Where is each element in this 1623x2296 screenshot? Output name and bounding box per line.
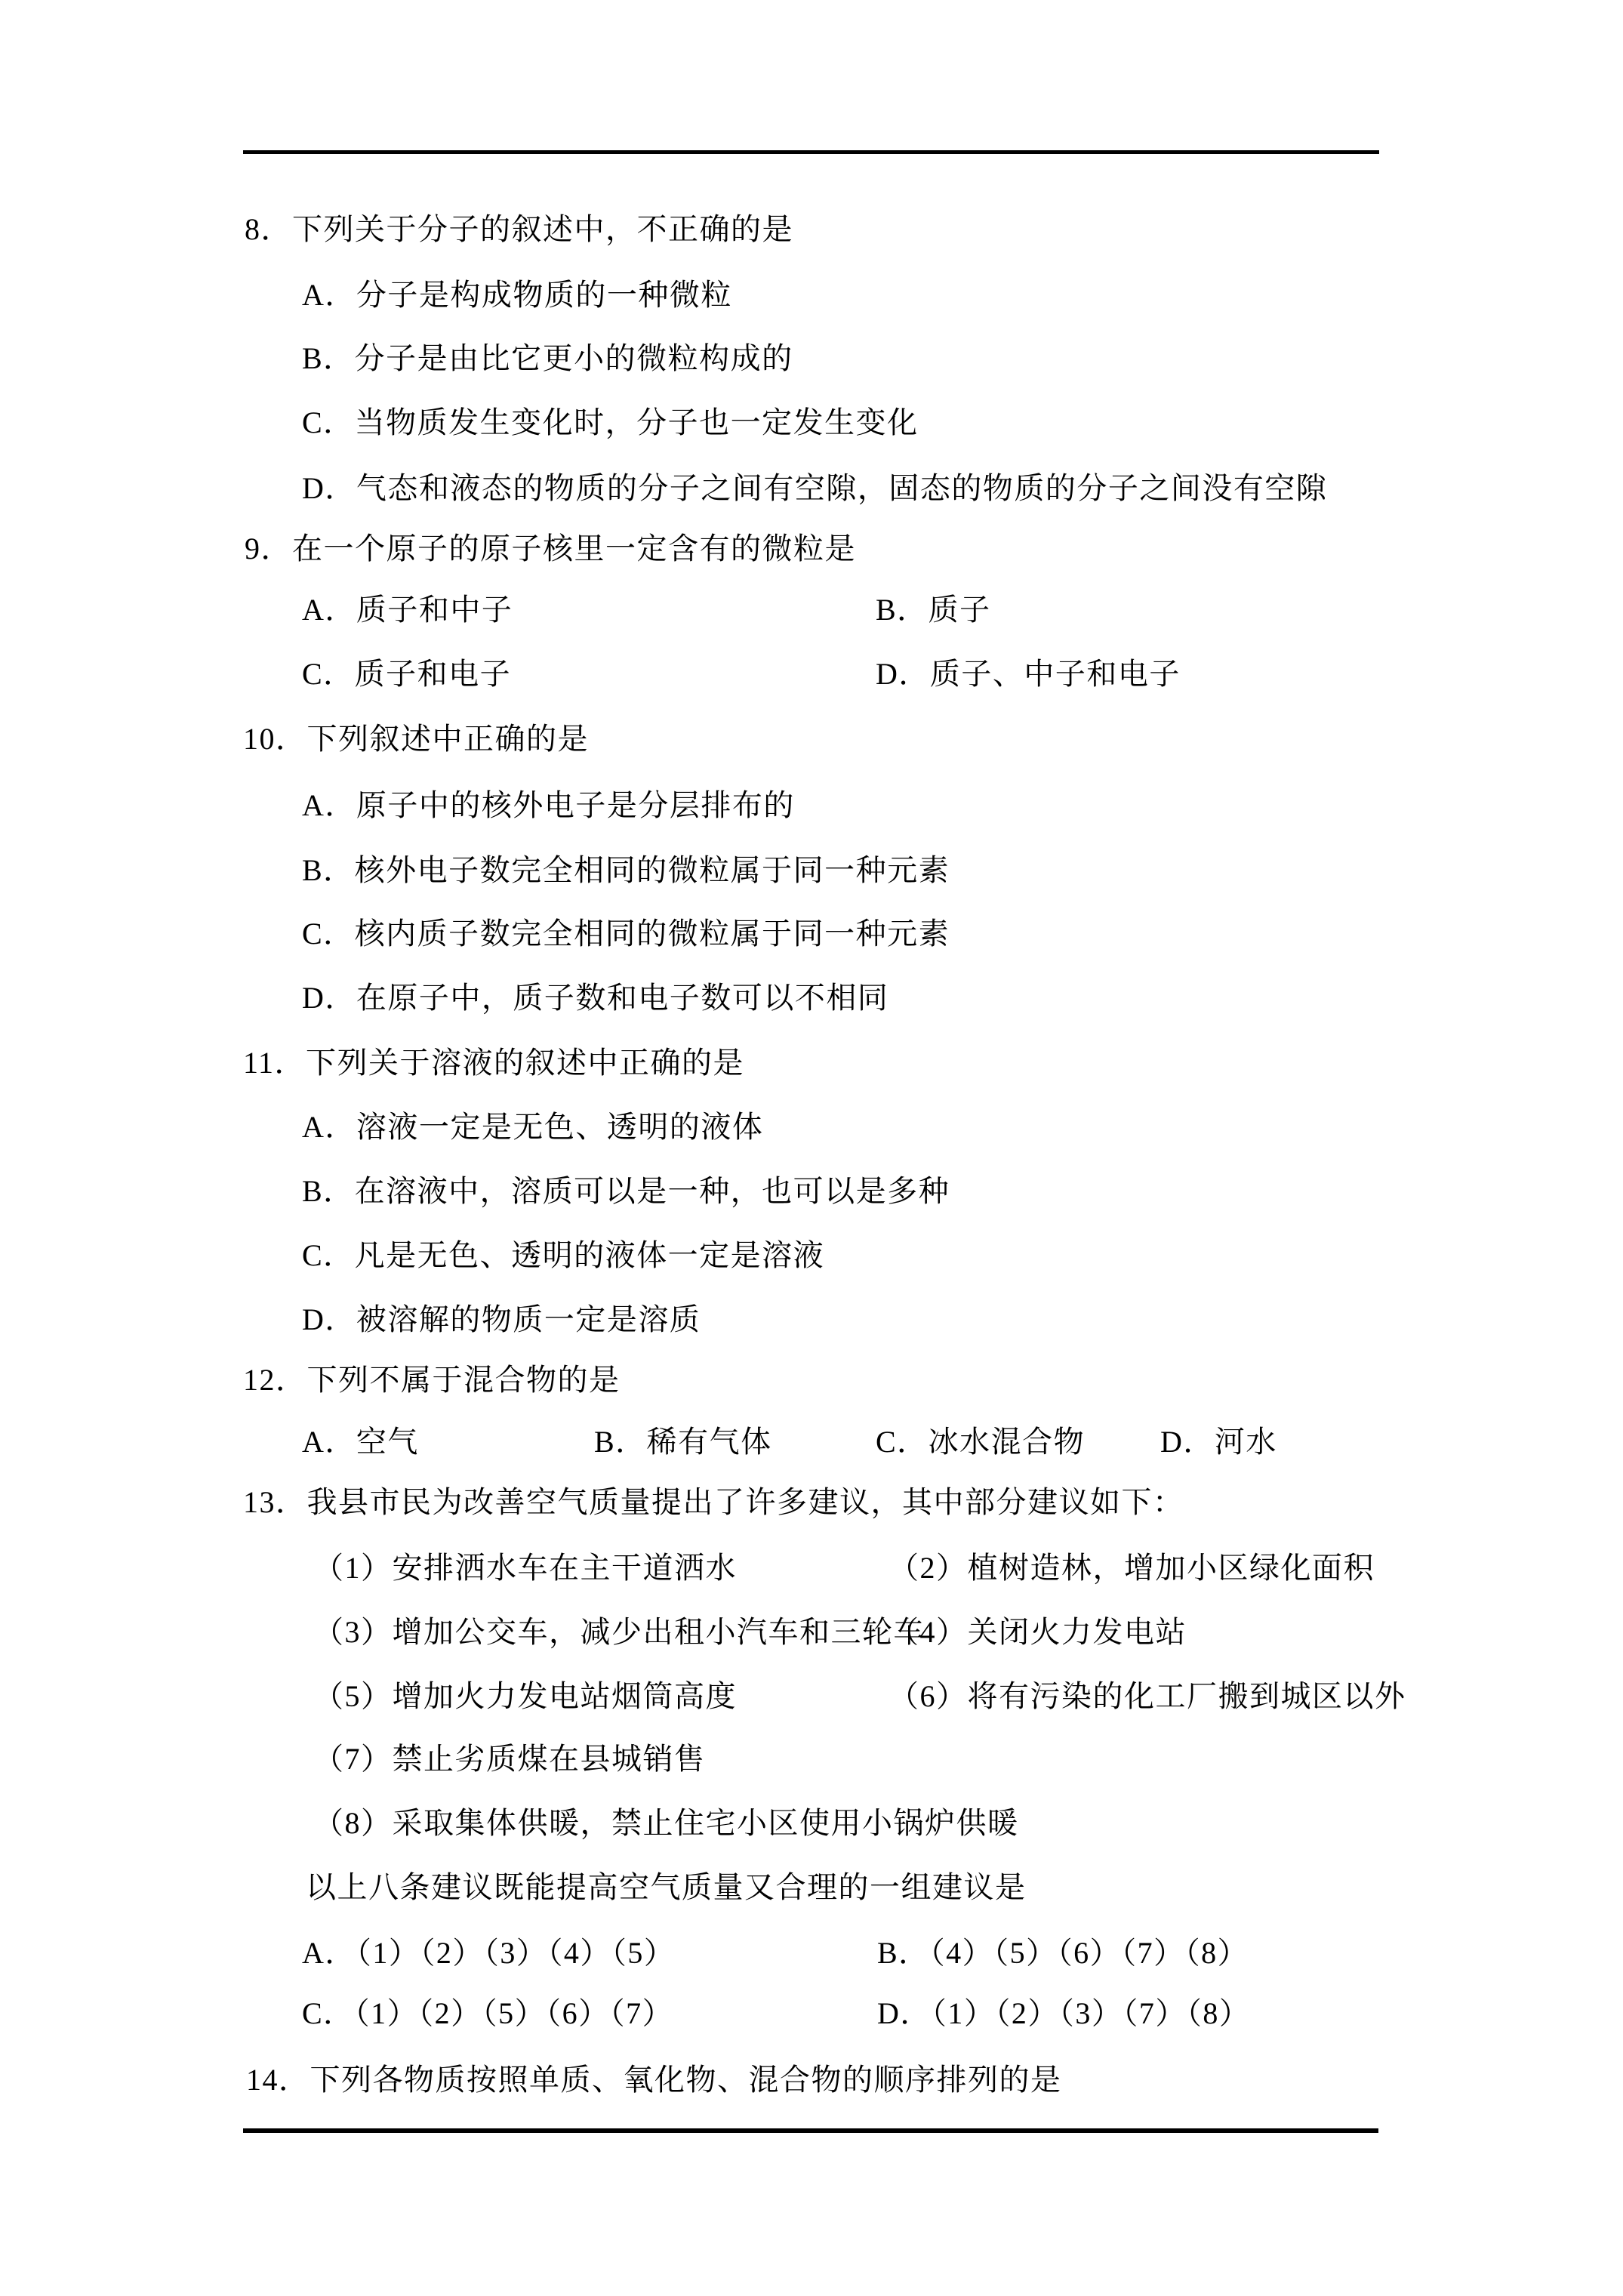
question-8-option-c: C．当物质发生变化时，分子也一定发生变化 <box>302 405 919 439</box>
question-10-option-a: A．原子中的核外电子是分层排布的 <box>302 788 795 822</box>
question-9-option-d: D．质子、中子和电子 <box>876 657 1181 691</box>
question-11-option-c: C．凡是无色、透明的液体一定是溶液 <box>302 1238 825 1272</box>
question-9-stem: 9．在一个原子的原子核里一定含有的微粒是 <box>245 532 856 566</box>
question-10-option-d: D．在原子中，质子数和电子数可以不相同 <box>302 981 889 1015</box>
question-13-note: 以上八条建议既能提高空气质量又合理的一组建议是 <box>306 1870 1027 1904</box>
question-11-option-a: A．溶液一定是无色、透明的液体 <box>302 1110 764 1144</box>
question-13-item-1: （1）安排洒水车在主干道洒水 <box>313 1551 737 1585</box>
question-12-option-b: B．稀有气体 <box>594 1425 772 1459</box>
question-13-option-c: C．（1）（2）（5）（6）（7） <box>302 1996 674 2030</box>
question-10-option-b: B．核外电子数完全相同的微粒属于同一种元素 <box>302 853 950 887</box>
question-13-item-6: （6）将有污染的化工厂搬到城区以外 <box>888 1679 1406 1713</box>
question-9-option-b: B．质子 <box>876 593 991 627</box>
question-14-stem: 14．下列各物质按照单质、氧化物、混合物的顺序排列的是 <box>246 2063 1062 2097</box>
question-10-stem: 10．下列叙述中正确的是 <box>243 722 589 756</box>
question-12-option-c: C．冰水混合物 <box>876 1425 1086 1459</box>
question-13-item-4: （4）关闭火力发电站 <box>888 1615 1187 1649</box>
question-13-item-3: （3）增加公交车，减少出租小汽车和三轮车 <box>313 1615 925 1649</box>
question-13-item-8: （8）采取集体供暖，禁止住宅小区使用小锅炉供暖 <box>313 1806 1019 1840</box>
question-9-option-a: A．质子和中子 <box>302 593 513 627</box>
question-8-stem: 8．下列关于分子的叙述中，不正确的是 <box>245 212 793 246</box>
question-11-option-d: D．被溶解的物质一定是溶质 <box>302 1302 701 1336</box>
question-8-option-b: B．分子是由比它更小的微粒构成的 <box>302 341 793 375</box>
question-12-option-a: A．空气 <box>302 1425 419 1459</box>
question-13-option-b: B．（4）（5）（6）（7）（8） <box>877 1936 1249 1970</box>
question-11-option-b: B．在溶液中，溶质可以是一种，也可以是多种 <box>302 1174 950 1208</box>
question-13-item-2: （2）植树造林，增加小区绿化面积 <box>888 1551 1375 1585</box>
question-13-stem: 13．我县市民为改善空气质量提出了许多建议，其中部分建议如下： <box>243 1485 1184 1519</box>
question-10-option-c: C．核内质子数完全相同的微粒属于同一种元素 <box>302 917 950 951</box>
question-12-option-d: D．河水 <box>1160 1425 1277 1459</box>
question-12-stem: 12．下列不属于混合物的是 <box>243 1363 621 1397</box>
question-13-item-5: （5）增加火力发电站烟筒高度 <box>313 1679 737 1713</box>
question-11-stem: 11．下列关于溶液的叙述中正确的是 <box>243 1046 745 1080</box>
header-rule <box>243 150 1379 154</box>
footer-rule <box>243 2128 1378 2133</box>
question-8-option-d: D．气态和液态的物质的分子之间有空隙，固态的物质的分子之间没有空隙 <box>302 471 1328 505</box>
question-8-option-a: A．分子是构成物质的一种微粒 <box>302 278 732 312</box>
question-13-option-d: D．（1）（2）（3）（7）（8） <box>877 1996 1251 2030</box>
question-13-item-7: （7）禁止劣质煤在县城销售 <box>313 1742 706 1776</box>
question-9-option-c: C．质子和电子 <box>302 657 512 691</box>
question-13-option-a: A．（1）（2）（3）（4）（5） <box>302 1936 676 1970</box>
